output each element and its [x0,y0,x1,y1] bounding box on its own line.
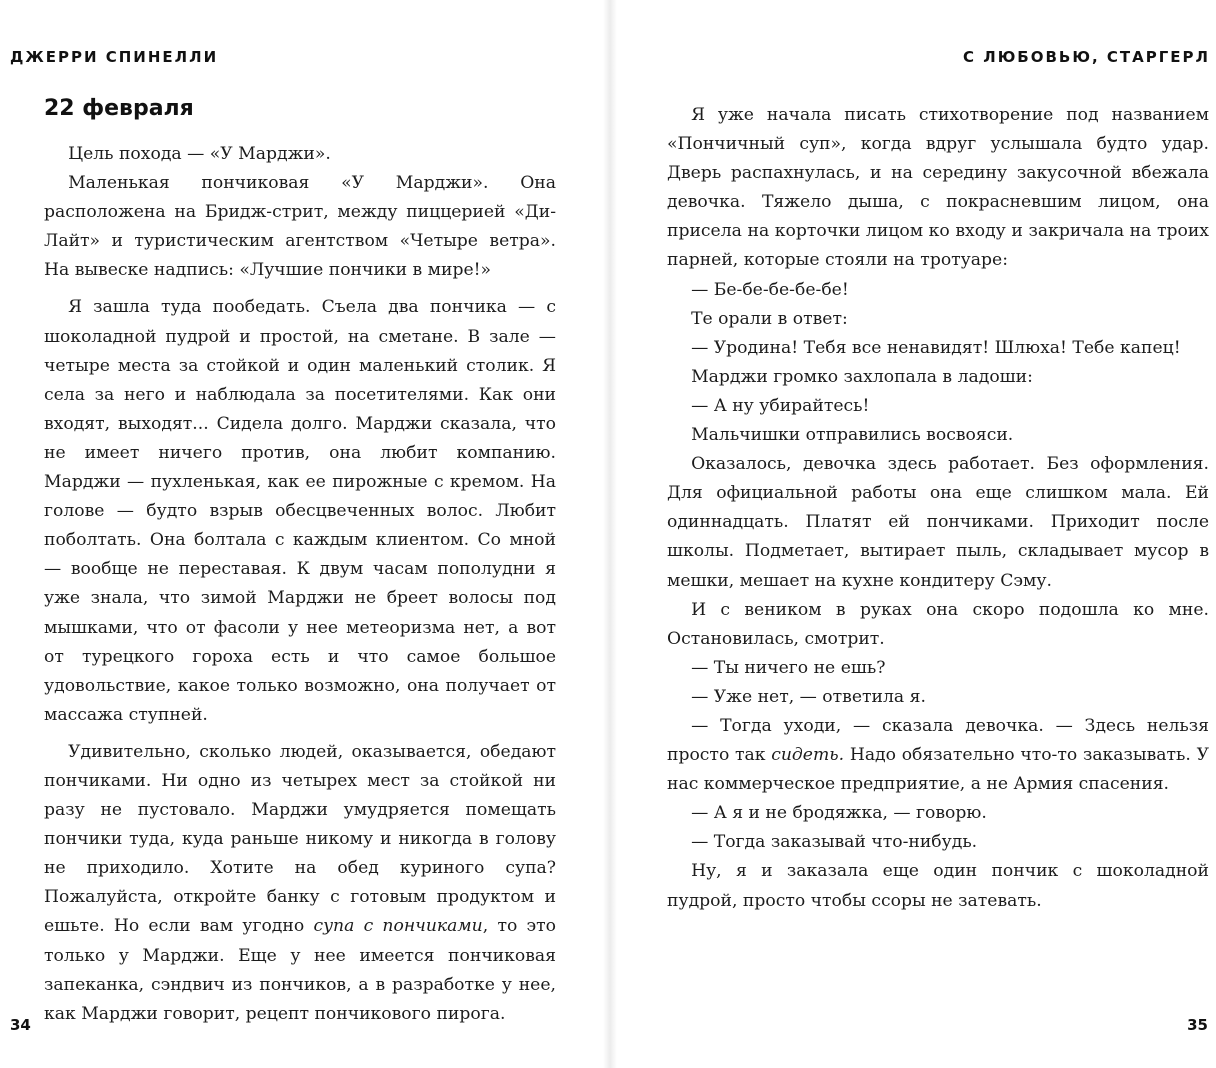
text-run: , то это только у Марджи. Еще у нее имеется пончиковая запеканка, сэндвич из пончиков, а в разработке у нее, как Марджи говорит, рецепт пончикового пирога. [44,916,557,1024]
right-running-head: С ЛЮБОВЬЮ, СТАРГЕРЛ [963,48,1210,66]
left-page-number: 34 [10,1016,31,1034]
text-run: — Тогда уходи, — сказала девочка. — Здесь нельзя просто так [667,715,1209,766]
paragraph: — Бе-бе-бе-бе-бе! [691,279,849,300]
paragraph: Цель похода — «У Марджи». [68,144,331,164]
paragraph: — А я и не бродяжка, — говорю. [691,803,987,824]
paragraph: — Тогда заказывай что-нибудь. [691,832,978,853]
paragraph: — Ты ничего не ешь? [691,657,886,678]
paragraph: Марджи громко захлопала в ладоши: [691,366,1033,387]
paragraph: — Уже нет, — ответила я. [691,686,926,707]
left-running-head: ДЖЕРРИ СПИНЕЛЛИ [10,48,219,66]
paragraph: Мальчишки отправились восвояси. [691,425,1014,446]
paragraph-with-emphasis [44,738,556,1029]
paragraph: Те орали в ответ: [691,308,848,329]
text-run: Надо обязательно что-то заказывать. У нас коммерческое предприятие, а не Армия спасения. [667,745,1209,795]
paragraph: Маленькая пончиковая «У Марджи». Она расположена на Бридж-стрит, между пиццерией «Ди-Лайт» и туристическим агентством «Четыре ветра». На вывеске надпись: «Лучшие пончики в мире!» [44,173,556,281]
left-page-text [44,140,556,1029]
paragraph: Я зашла туда пообедать. Съела два пончика — с шоколадной пудрой и простой, на сметане. В зале — четыре места за стойкой и один маленький столик. Я села за него и наблюдала за посетителями. Как они входят, выходят... Сидела долго. Марджи сказала, что не имеет ничего против, она любит компанию. Марджи — пухленькая, как ее пирожные с кремом. На голове — будто взрыв обесцвеченных волос. Любит поболтать. Она болтала с каждым клиентом. Со мной — вообще не переставая. К двум часам пополудни я уже знала, что зимой Марджи не бреет волосы под мышками, что от фасоли у нее метеоризма нет, а вот от турецкого гороха есть и что самое большое удовольствие, какое только возможно, она получает от массажа ступней. [44,297,556,725]
text-run: Удивительно, сколько людей, оказывается, обедают пончиками. Ни одно из четырех мест за стойкой ни разу не пустовало. Марджи умудряется помещать пончики туда, куда раньше никому и никогда в голову не приходило. Хотите на обед куриного супа? Пожалуйста, откройте банку с готовым продуктом и ешьте. Но если вам угодно [44,741,556,937]
paragraph: Я уже начала писать стихотворение под названием «Пончичный суп», когда вдруг услышала будто удар. Дверь распахнулась, и на середину закусочной вбежала девочка. Тяжело дыша, с покрасневшим лицом, она присела на корточки лицом ко входу и закричала на троих парней, которые стояли на тротуаре: [667,105,1209,271]
paragraph: — А ну убирайтесь! [691,395,870,416]
paragraph: И с веником в руках она скоро подошла ко мне. Остановилась, смотрит. [667,599,1209,649]
right-page [617,0,1216,1068]
chapter-heading: 22 февраля [44,96,194,121]
binding-gutter [603,0,617,1068]
paragraph-with-emphasis [667,712,1209,799]
paragraph: Ну, я и заказала еще один пончик с шоколадной пудрой, просто чтобы ссоры не затевать. [667,861,1209,911]
paragraph: — Уродина! Тебя все ненавидят! Шлюха! Тебе капец! [691,337,1181,358]
emphasis-run: сидеть. [771,745,845,766]
left-page [0,0,603,1068]
right-page-text [667,101,1209,916]
paragraph: Оказалось, девочка здесь работает. Без оформления. Для официальной работы она еще слишком мала. Ей одиннадцать. Платят ей пончиками. Приходит после школы. Подметает, вытирает пыль, складывает мусор в мешки, мешает на кухне кондитеру Сэму. [667,454,1209,591]
right-page-number: 35 [1187,1016,1208,1034]
emphasis-run: супа с пончиками [313,916,483,937]
